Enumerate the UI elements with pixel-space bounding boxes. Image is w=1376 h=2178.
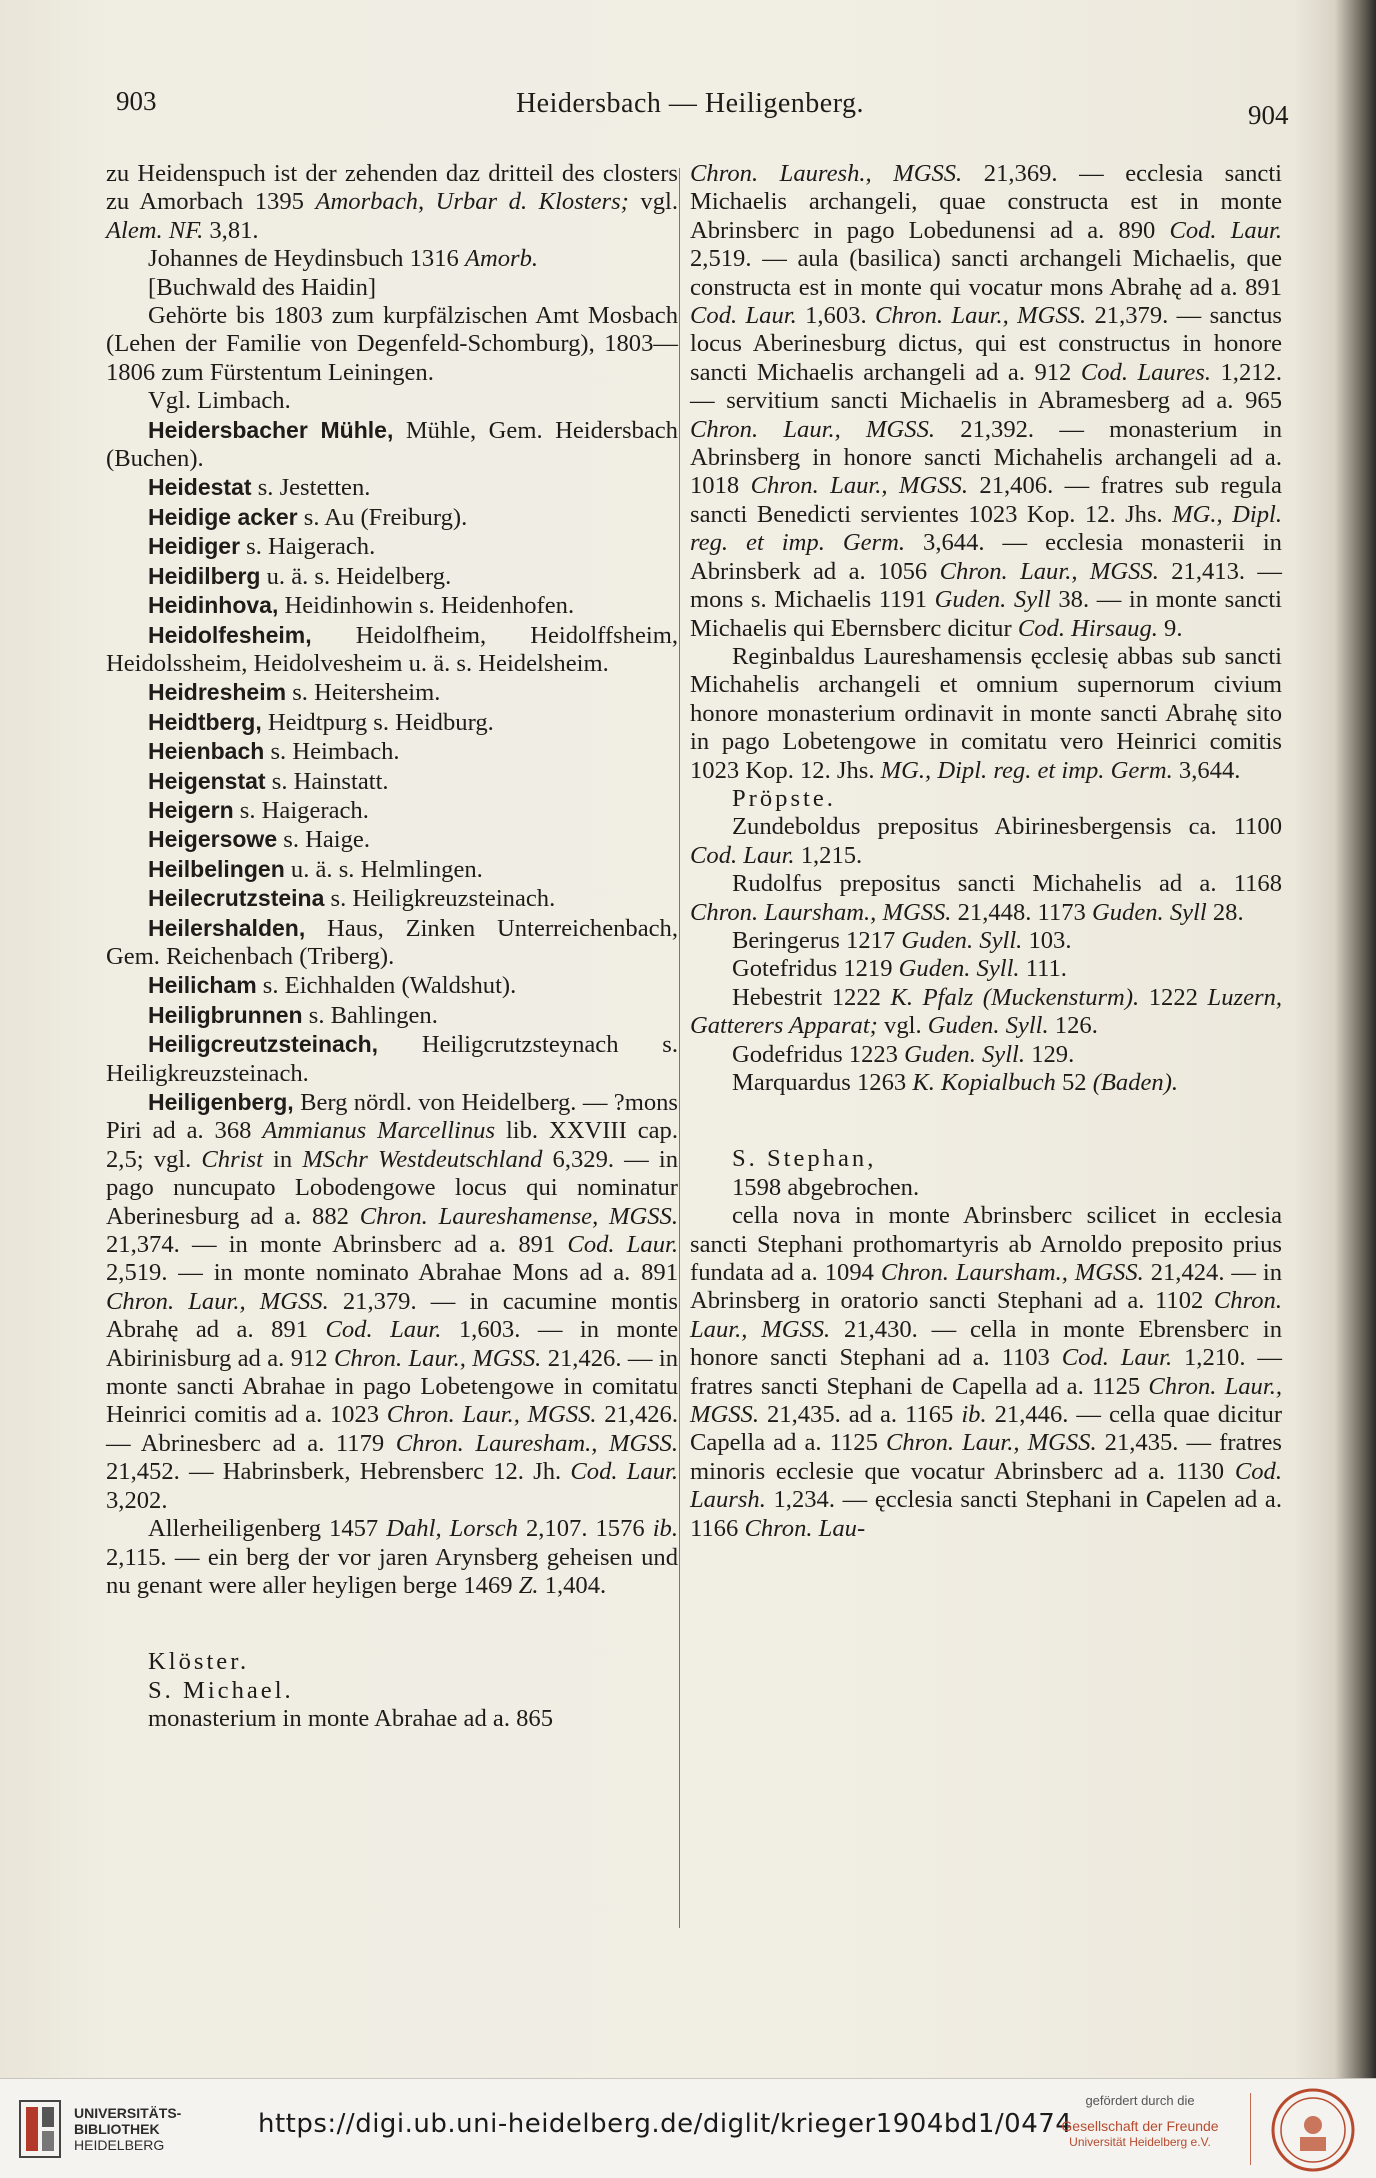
text-paragraph: Pröpste. [732, 784, 836, 812]
column-divider [679, 168, 680, 1928]
text-paragraph: Marquardus 1263 K. Kopialbuch 52 (Baden). [732, 1069, 1179, 1096]
text-paragraph: Heiligcreutzsteinach, Heiligcrutzsteynach s. Heiligkreuzsteinach. [106, 1031, 678, 1087]
university-seal-icon [1270, 2087, 1356, 2173]
sponsor-intro: gefördert durch die [1085, 2093, 1195, 2108]
page-number-right: 904 [1248, 100, 1289, 130]
text-paragraph: Hebestrit 1222 K. Pfalz (Muckensturm). 1222 Luzern, Gatterers Apparat; vgl. Guden. Syll. 126. [690, 983, 1283, 1040]
text-paragraph: Allerheiligenberg 1457 Dahl, Lorsch 2,107. 1576 ib. 2,115. — ein berg der vor jaren Arynsberg geheisen und nu genant were aller heyligen berge 1469 Z. 1,404. [106, 1515, 678, 1599]
text-paragraph: Heigersowe s. Haige. [148, 826, 370, 854]
paragraph-gap [690, 1097, 1282, 1145]
text-paragraph: Heidilberg u. ä. s. Heidelberg. [148, 562, 452, 590]
text-paragraph: Heilbelingen u. ä. s. Helmlingen. [148, 855, 483, 883]
text-paragraph: cella nova in monte Abrinsberc scilicet in ecclesia sancti Stephani prothomartyris ab Arnoldo preposito prius fundata ad a. 1094 Chron. Laursham., MGSS. 21,424. — in Abrinsberg in oratorio sancti Stephani ad a. 1102 Chron. Laur., MGSS. 21,430. — cella in monte Ebrensberc in honore sancti Stephani ad a. 1103 Cod. Laur. 1,210. — fratres sancti Stephani de Capella ad a. 1125 Chron. Laur., MGSS. 21,435. ad a. 1165 ib. 21,446. — cella quae dicitur Capella ad a. 1125 Chron. Laur., MGSS. 21,435. — fratres minoris ecclesie que vocatur Abrinsberc ad a. 1130 Cod. Laursh. 1,234. — ęcclesia sancti Stephani in Capelen ad a. 1166 Chron. Lau- [690, 1202, 1283, 1542]
text-paragraph: 1598 abgebrochen. [732, 1173, 920, 1201]
text-paragraph: Reginbaldus Laureshamensis ęcclesię abbas sub sancti Michahelis archangeli et omnium supernorum civium honore monasterium ordinavit in monte sancti Abrahę sito in pago Lobetengowe in comitatu vero Heinrici comitis 1023 Kop. 12. Jhs. MG., Dipl. reg. et imp. Germ. 3,644. [690, 642, 1282, 784]
permalink-url[interactable]: https://digi.ub.uni-heidelberg.de/diglit/krieger1904bd1/0474 [258, 2109, 1073, 2139]
text-paragraph: Godefridus 1223 Guden. Syll. 129. [732, 1040, 1075, 1068]
text-paragraph: Chron. Lauresh., MGSS. 21,369. — ecclesia sancti Michaelis archangeli, quae constructa est in monte Abrinsberc in pago Lobedunensi ad a. 890 Cod. Laur. 2,519. — aula (basilica) sancti archangeli Michaelis, que constructa est in monte qui vocatur mons Abrahę ad a. 891 Cod. Laur. 1,603. Chron. Laur., MGSS. 21,379. — sanctus locus Aberinesburg dictus, qui est constructus in honore sancti Michaelis archangeli ad a. 912 Cod. Laures. 1,212. — servitium sancti Michaelis in Abramesberg ad a. 965 Chron. Laur., MGSS. 21,392. — monasterium in Abrinsberg in honore sancti Michahelis archangeli ad a. 1018 Chron. Laur., MGSS. 21,406. — fratres sub regula sancti Benedicti servientes 1023 Kop. 12. Jhs. MG., Dipl. reg. et imp. Germ. 3,644. — ecclesia monasterii in Abrinsberk ad a. 1056 Chron. Laur., MGSS. 21,413. — mons s. Michaelis 1191 Guden. Syll 38. — in monte sancti Michaelis qui Ebernsberc dicitur Cod. Hirsaug. 9. [690, 160, 1283, 642]
library-name-line: UNIVERSITÄTS- [74, 2105, 182, 2121]
text-paragraph: Heidiger s. Haigerach. [148, 533, 376, 561]
text-paragraph: S. Stephan, [732, 1145, 877, 1173]
text-paragraph: Heilershalden, Haus, Zinken Unterreichenbach, Gem. Reichenbach (Triberg). [106, 914, 678, 970]
text-paragraph: monasterium in monte Abrahae ad a. 865 [148, 1705, 554, 1733]
text-paragraph: Heidresheim s. Heitersheim. [148, 679, 441, 707]
text-paragraph: Heilecrutzsteina s. Heiligkreuzsteinach. [148, 885, 556, 913]
text-paragraph: Zundeboldus prepositus Abirinesbergensis ca. 1100 Cod. Laur. 1,215. [690, 813, 1282, 869]
text-paragraph: Heidinhova, Heidinhowin s. Heidenhofen. [148, 592, 575, 620]
library-name [74, 2105, 181, 2153]
sponsor-name-sub: Universität Heidelberg e.V. [1069, 2135, 1211, 2149]
text-paragraph: zu Heidenspuch ist der zehenden daz dritteil des closters zu Amorbach 1395 Amorbach, Urbar d. Klosters; vgl. Alem. NF. 3,81. [106, 160, 678, 244]
text-paragraph: Heidolfesheim, Heidolfheim, Heidolffsheim, Heidolssheim, Heidolvesheim u. ä. s. Heidelsheim. [106, 621, 678, 677]
left-column [106, 160, 678, 1734]
viewer-footer [0, 2078, 1376, 2178]
text-paragraph: S. Michael. [148, 1676, 294, 1704]
sponsor-name: Gesellschaft der Freunde [1061, 2118, 1219, 2134]
text-paragraph: Rudolfus prepositus sancti Michahelis ad a. 1168 Chron. Laursham., MGSS. 21,448. 1173 Guden. Syll 28. [690, 870, 1282, 926]
library-logo-icon [16, 2097, 64, 2161]
text-paragraph: Beringerus 1217 Guden. Syll. 103. [732, 926, 1072, 954]
library-name-line: HEIDELBERG [74, 2137, 165, 2153]
text-paragraph: Heigern s. Haigerach. [148, 796, 369, 824]
paragraph-gap [106, 1600, 678, 1648]
text-paragraph: Klöster. [148, 1648, 250, 1676]
right-column [690, 160, 1282, 1543]
text-paragraph: Heilicham s. Eichhalden (Waldshut). [148, 972, 517, 1000]
text-paragraph: Heidestat s. Jestetten. [148, 474, 371, 502]
sponsor-credit [1050, 2093, 1230, 2150]
text-paragraph: Vgl. Limbach. [148, 387, 291, 415]
sponsor-divider [1250, 2093, 1251, 2165]
text-paragraph: Heiligenberg, Berg nördl. von Heidelberg. — ?mons Piri ad a. 368 Ammianus Marcellinus lib. XXVIII cap. 2,5; vgl. Christ in MSchr Westdeutschland 6,329. — in pago nuncupato Lobodengowe locus qui nominatur Aberinesburg ad a. 882 Chron. Laureshamense, MGSS. 21,374. — in monte Abrinsberc ad a. 891 Cod. Laur. 2,519. — in monte nominato Abrahae Mons ad a. 891 Chron. Laur., MGSS. 21,379. — in cacumine montis Abrahę ad a. 891 Cod. Laur. 1,603. — in monte Abirinisburg ad a. 912 Chron. Laur., MGSS. 21,426. — in monte sancti Abrahae in pago Lobetengowe in comitatu Heinrici comitis ad a. 1023 Chron. Laur., MGSS. 21,426. — Abrinesberc ad a. 1179 Chron. Lauresham., MGSS. 21,452. — Habrinsberk, Hebrensberc 12. Jh. Cod. Laur. 3,202. [106, 1089, 679, 1514]
text-paragraph: Gotefridus 1219 Guden. Syll. 111. [732, 955, 1067, 983]
text-paragraph: [Buchwald des Haidin] [148, 273, 377, 301]
text-paragraph: Heidersbacher Mühle, Mühle, Gem. Heidersbach (Buchen). [106, 416, 678, 473]
page-number-left: 903 [116, 86, 157, 116]
text-paragraph: Gehörte bis 1803 zum kurpfälzischen Amt Mosbach (Lehen der Familie von Degenfeld-Schomburg), 1803—1806 zum Fürstentum Leiningen. [106, 302, 678, 386]
text-paragraph: Heienbach s. Heimbach. [148, 738, 400, 766]
running-title: Heidersbach — Heiligenberg. [515, 88, 865, 119]
text-paragraph: Heiligbrunnen s. Bahlingen. [148, 1001, 438, 1029]
text-paragraph: Heidige acker s. Au (Freiburg). [148, 503, 468, 531]
library-name-line: BIBLIOTHEK [74, 2121, 160, 2137]
text-paragraph: Heigenstat s. Hainstatt. [148, 767, 389, 795]
text-paragraph: Johannes de Heydinsbuch 1316 Amorb. [148, 245, 539, 273]
text-paragraph: Heidtberg, Heidtpurg s. Heidburg. [148, 708, 494, 736]
running-header [0, 86, 1376, 130]
